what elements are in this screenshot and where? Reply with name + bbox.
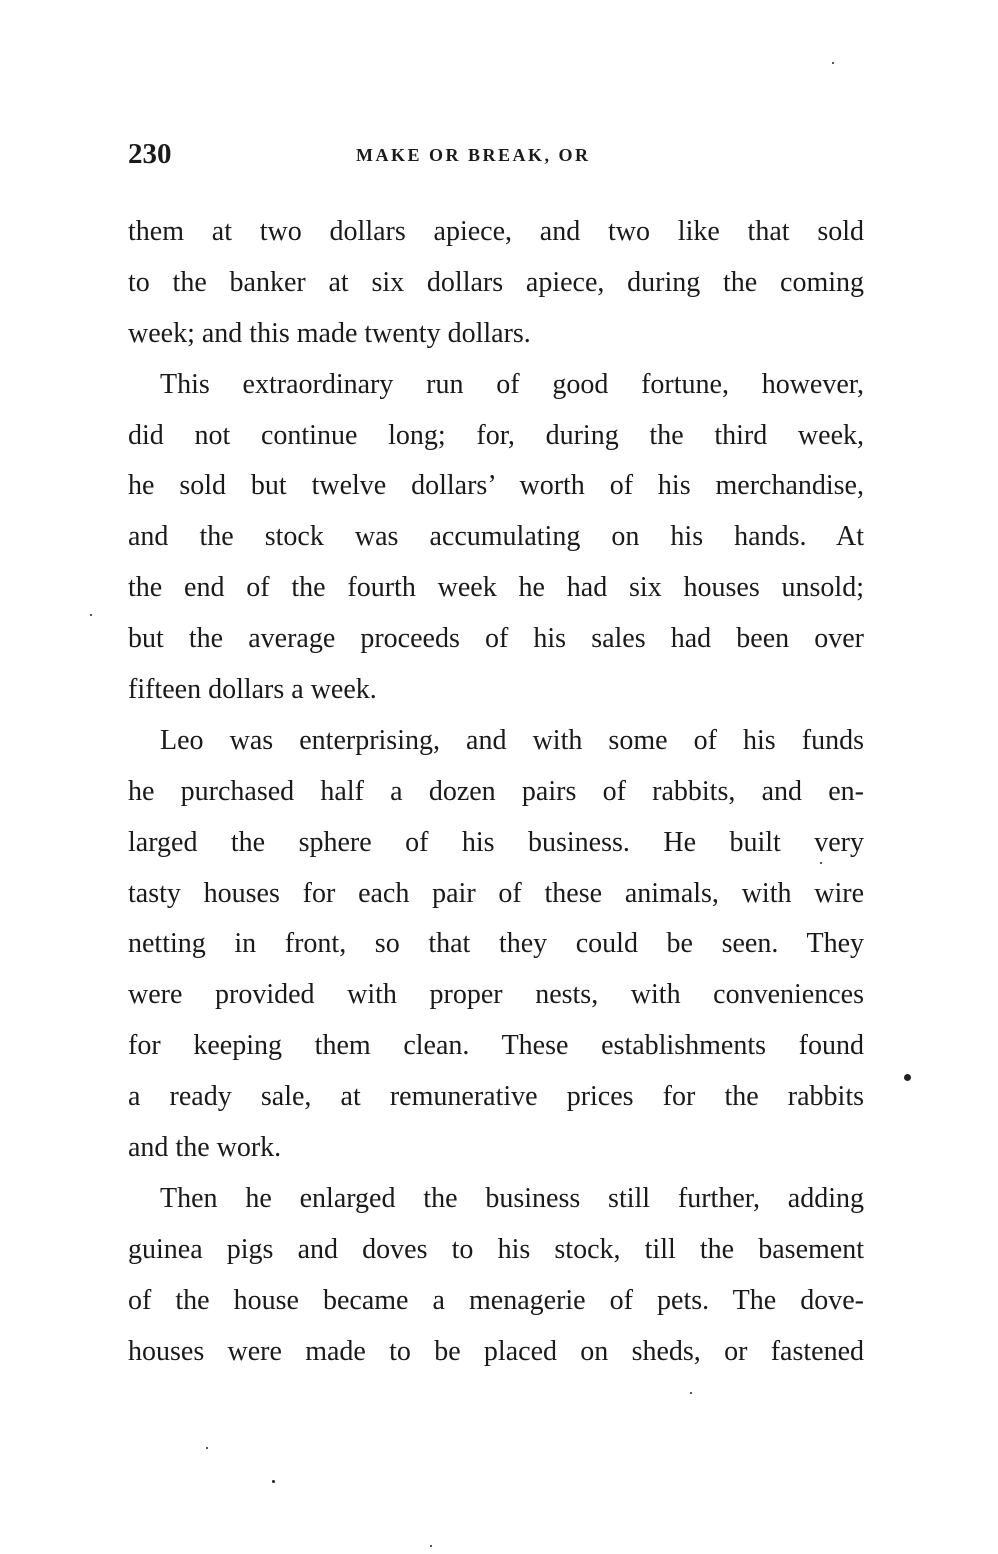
print-speck xyxy=(904,1074,911,1081)
print-speck xyxy=(690,1392,692,1394)
paragraph-first-line: Then he enlarged the business still further, adding xyxy=(160,1182,864,1214)
text-line: to the banker at six dollars apiece, during the coming xyxy=(128,266,864,298)
text-line: and the work. xyxy=(128,1132,282,1164)
text-line: netting in front, so that they could be seen. They xyxy=(128,928,864,960)
text-line: a ready sale, at remunerative prices for the rabbits xyxy=(128,1081,864,1113)
text-line: but the average proceeds of his sales had been over xyxy=(128,623,864,655)
paragraph-first-line: Leo was enterprising, and with some of his funds xyxy=(160,724,864,756)
text-line: houses were made to be placed on sheds, or fastened xyxy=(128,1335,864,1367)
text-line: and the stock was accumulating on his hands. At xyxy=(128,521,864,553)
print-speck xyxy=(820,862,822,864)
paragraph-first-line: This extraordinary run of good fortune, however, xyxy=(160,368,864,400)
text-line: of the house became a menagerie of pets. The dove- xyxy=(128,1284,864,1316)
text-line: them at two dollars apiece, and two like that sold xyxy=(128,216,864,247)
text-line: guinea pigs and doves to his stock, till the basement xyxy=(128,1233,864,1265)
text-line: the end of the fourth week he had six houses unsold; xyxy=(128,572,864,604)
text-line: tasty houses for each pair of these animals, with wire xyxy=(128,877,864,909)
text-line: he purchased half a dozen pairs of rabbits, and en- xyxy=(128,775,864,807)
text-line: week; and this made twenty dollars. xyxy=(128,317,531,349)
print-speck xyxy=(430,1545,432,1547)
text-line: for keeping them clean. These establishments found xyxy=(128,1030,864,1062)
text-line: he sold but twelve dollars’ worth of his merchandise, xyxy=(128,470,864,502)
text-line: fifteen dollars a week. xyxy=(128,674,377,706)
print-speck xyxy=(90,614,92,616)
running-head xyxy=(128,134,864,174)
running-title: MAKE OR BREAK, OR xyxy=(356,145,591,165)
print-speck xyxy=(832,62,834,64)
text-line: larged the sphere of his business. He built very xyxy=(128,826,864,858)
body-text xyxy=(128,207,864,1377)
page-number: 230 xyxy=(128,138,172,170)
text-line: were provided with proper nests, with conveniences xyxy=(128,979,864,1011)
print-speck xyxy=(206,1447,208,1449)
print-speck xyxy=(272,1480,275,1483)
text-line: did not continue long; for, during the third week, xyxy=(128,419,864,451)
